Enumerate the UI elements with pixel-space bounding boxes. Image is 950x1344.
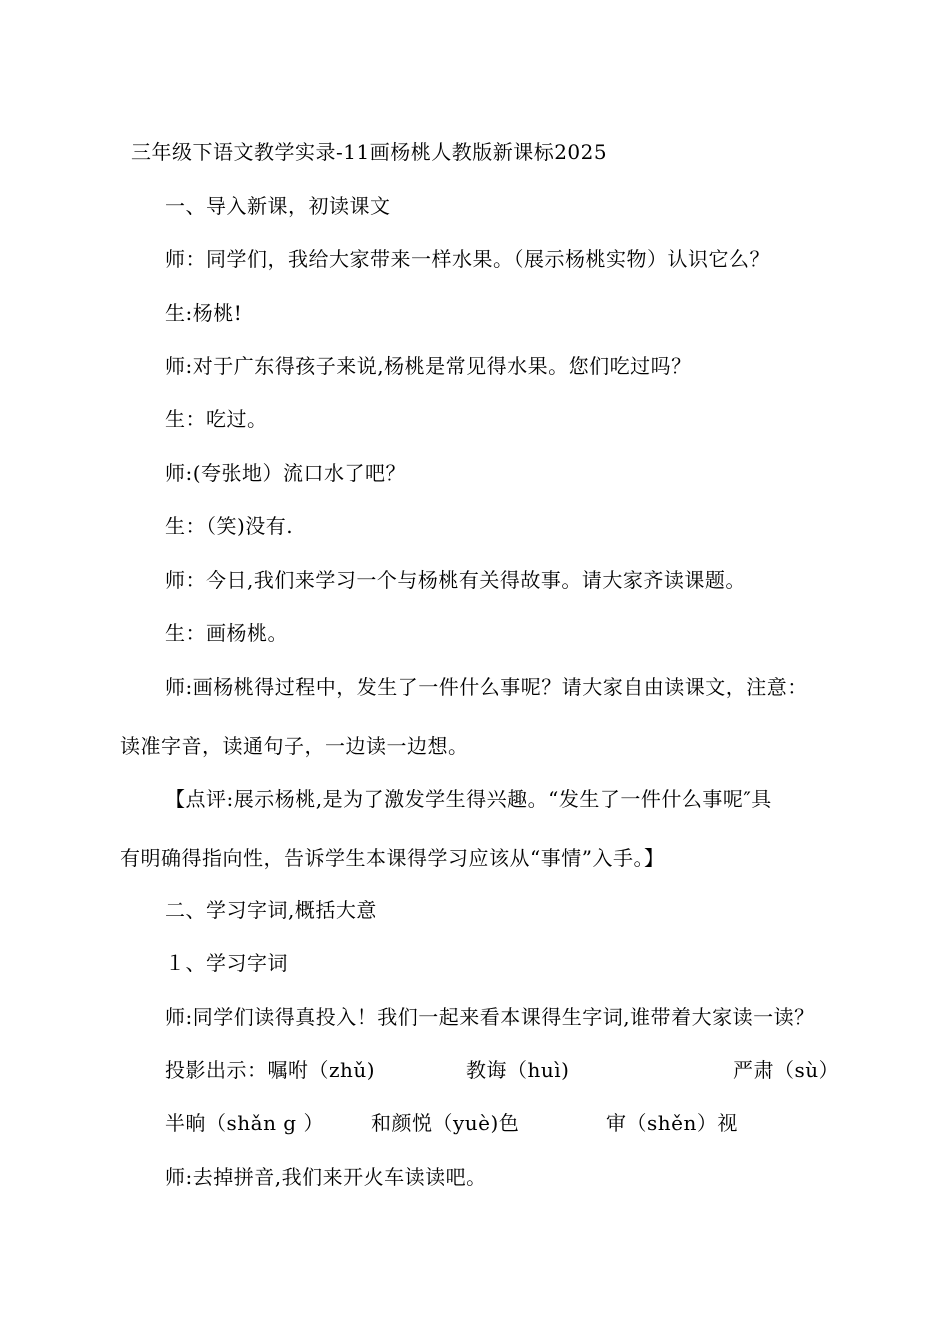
document-title: 三年级下语文教学实录-11画杨桃人教版新课标2025 — [131, 140, 608, 164]
paragraph-line: 师:(夸张地）流口水了吧？ — [165, 461, 407, 485]
paragraph-line: 师：今日,我们来学习一个与杨桃有关得故事。请大家齐读课题。 — [165, 568, 746, 592]
paragraph-line: 师:对于广东得孩子来说,杨桃是常见得水果。您们吃过吗？ — [165, 354, 692, 378]
comment-line: 【点评:展示杨桃,是为了激发学生得兴趣。“发生了一件什么事呢″具 — [165, 787, 772, 811]
paragraph-line: 生：吃过。 — [165, 407, 268, 431]
paragraph-line: 生：（笑)没有. — [165, 514, 294, 538]
paragraph-line: 师:画杨桃得过程中，发生了一件什么事呢？请大家自由读课文，注意： — [165, 675, 808, 699]
vocab-item: 投影出示：嘱咐（zhǔ) — [165, 1058, 376, 1082]
paragraph-line: 师:去掉拼音,我们来开火车读读吧。 — [165, 1165, 487, 1189]
vocab-item: 和颜悦（yuè)色 — [371, 1111, 520, 1135]
paragraph-line: 生：画杨桃。 — [165, 621, 288, 645]
vocab-item: 半晌（shǎn g ） — [165, 1111, 324, 1135]
vocab-item: 教诲（huì) — [466, 1058, 570, 1082]
paragraph-line: 师:同学们读得真投入！我们一起来看本课得生字词,谁带着大家读一读？ — [165, 1005, 815, 1029]
vocab-item: 审（shěn）视 — [606, 1111, 738, 1135]
section-heading-1: 一、导入新课，初读课文 — [165, 194, 391, 218]
subsection-heading: １、学习字词 — [165, 951, 288, 975]
paragraph-line: 读准字音，读通句子，一边读一边想。 — [120, 734, 469, 758]
vocab-row-1 — [0, 1057, 950, 1083]
section-heading-2: 二、学习字词,概括大意 — [165, 898, 377, 922]
comment-line: 有明确得指向性，告诉学生本课得学习应该从“事情”入手。】 — [120, 846, 665, 870]
vocab-row-2 — [0, 1110, 950, 1136]
vocab-item: 严肃（sù） — [733, 1058, 840, 1082]
paragraph-line: 师：同学们，我给大家带来一样水果。（展示杨桃实物）认识它么？ — [165, 247, 770, 271]
paragraph-line: 生:杨桃! — [165, 301, 243, 325]
